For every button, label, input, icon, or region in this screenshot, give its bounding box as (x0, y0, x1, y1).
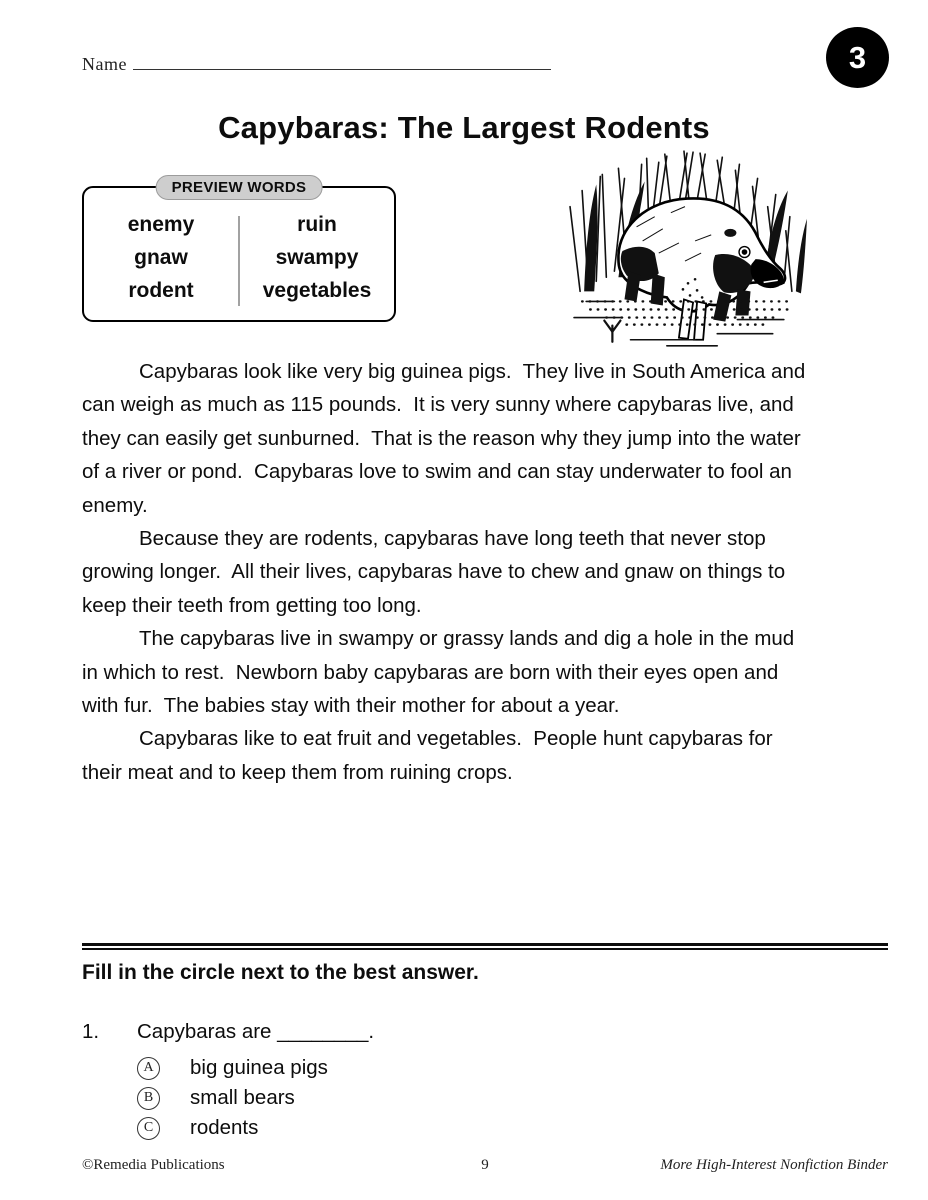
preview-word: rodent (128, 279, 194, 302)
answer-options (137, 1053, 802, 1143)
passage-line: of a river or pond. Capybaras love to swim and can stay underwater to fool an (82, 460, 792, 484)
passage-line: in which to rest. Newborn baby capybaras are born with their eyes open and (82, 660, 779, 684)
passage-line: Because they are rodents, capybaras have long teeth that never stop (139, 527, 766, 551)
preview-word: enemy (127, 213, 195, 236)
paragraph (82, 722, 888, 789)
section-divider (82, 943, 888, 950)
option-c-label: rodents (190, 1116, 259, 1139)
passage-line: Capybaras like to eat fruit and vegetables. People hunt capybaras for (139, 727, 773, 751)
option-c-row[interactable] (137, 1113, 802, 1143)
preview-word: ruin (297, 213, 337, 236)
question-number: 1. (82, 1020, 100, 1043)
paragraph (82, 622, 888, 722)
reading-passage (82, 355, 888, 789)
preview-words-heading: PREVIEW WORDS (156, 175, 323, 200)
preview-word: vegetables (262, 279, 372, 302)
footer-page-number: 9 (481, 1157, 489, 1173)
footer-publisher: ©Remedia Publications (82, 1157, 225, 1173)
page-title: Capybaras: The Largest Rodents (218, 110, 710, 145)
preview-words-box (82, 179, 396, 322)
preview-words-left-column (84, 208, 238, 320)
paragraph (82, 355, 888, 522)
preview-word: gnaw (134, 246, 188, 269)
option-a-bubble[interactable]: A (137, 1057, 160, 1080)
page-footer (82, 1157, 888, 1179)
option-b-label: small bears (190, 1086, 295, 1109)
preview-words-right-column (240, 208, 394, 320)
passage-line: growing longer. All their lives, capybaras have to chew and gnaw on things to (82, 560, 786, 584)
name-row (82, 54, 551, 75)
footer-book-title: More High-Interest Nonfiction Binder (660, 1157, 888, 1173)
option-b-row[interactable] (137, 1083, 802, 1113)
option-a-label: big guinea pigs (190, 1056, 328, 1079)
passage-line: enemy. (82, 493, 148, 517)
passage-line: The capybaras live in swampy or grassy lands and dig a hole in the mud (139, 627, 795, 651)
option-a-row[interactable] (137, 1053, 802, 1083)
passage-line: they can easily get sunburned. That is the reason why they jump into the water (82, 426, 801, 450)
passage-line: their meat and to keep them from ruining crops. (82, 760, 513, 784)
capybara-illustration (566, 148, 808, 350)
passage-line: keep their teeth from getting too long. (82, 593, 422, 617)
name-label: Name (82, 54, 127, 74)
page-badge-number: 3 (848, 39, 867, 75)
name-blank-line[interactable] (133, 69, 551, 70)
passage-line: can weigh as much as 115 pounds. It is very sunny where capybaras live, and (82, 393, 794, 417)
passage-line: with fur. The babies stay with their mother for about a year. (82, 694, 620, 718)
paragraph (82, 522, 888, 622)
question-1 (82, 1020, 802, 1143)
passage-line: Capybaras look like very big guinea pigs. They live in South America and (139, 360, 806, 383)
quiz-instructions: Fill in the circle next to the best answer. (82, 961, 479, 984)
option-c-bubble[interactable]: C (137, 1117, 160, 1140)
preview-word: swampy (275, 246, 359, 269)
page-number-badge (826, 27, 889, 88)
question-text: Capybaras are ________. (137, 1020, 375, 1043)
option-b-bubble[interactable]: B (137, 1087, 160, 1110)
